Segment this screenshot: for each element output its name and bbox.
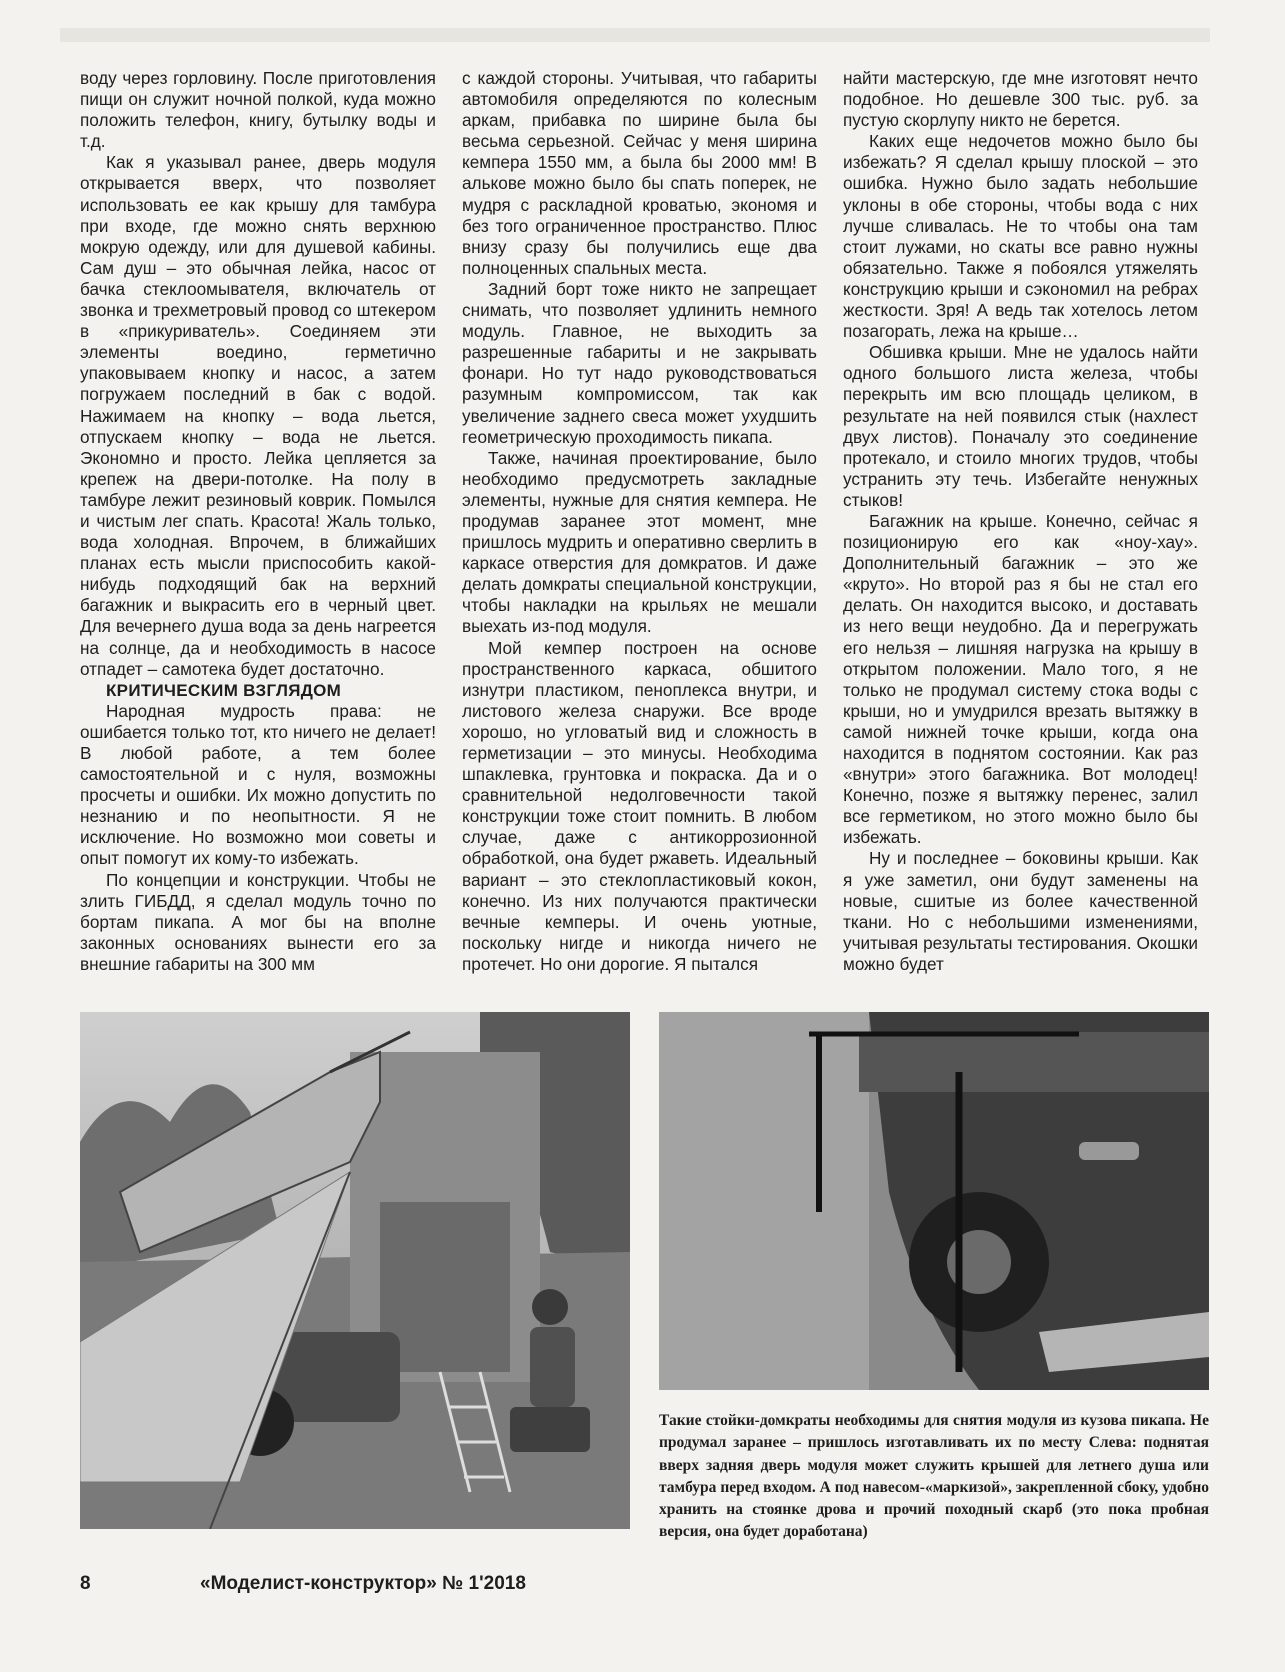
camper-awning-photo — [80, 1012, 630, 1529]
paragraph: Как я указывал ранее, дверь модуля открывается вверх, что позволяет использовать ее как крышу для тамбура при входе, где можно снять верхнюю мокрую одежду, или для душевой кабины. Сам душ – это обычная лейка, насос от бачка стеклоомывателя, включатель от звонка и трехметровый провод со штекером в «прикуриватель». Соединяем эти элементы воедино, герметично упаковываем кнопку и насос, а затем погружаем последний в бак с водой. Нажимаем на кнопку – вода льется, отпускаем кнопку – вода не льется. Экономно и просто. Лейка цепляется за крепеж на двери-потолке. На полу в тамбуре лежит резиновый коврик. Помылся и чистым лег спать. Красота! Жаль только, вода холодная. Впрочем, в ближайших планах есть мысли приспособить какой-нибудь подходящий бак на верхний багажник и выкрасить его в черный цвет. Для вечернего душа вода за день нагреется на солнце, да и необходимость в насосе отпадет – самотека будет достаточно. — [80, 152, 436, 679]
paragraph: Багажник на крыше. Конечно, сейчас я позиционирую его как «ноу-хау». Дополнительный багажник – это же «круто». Но второй раз я бы не стал его делать. Он находится высоко, и доставать из него вещи неудобно. Да и перегружать его нельзя – лишняя нагрузка на крышу в открытом положении. Мало того, я не только не продумал систему стока воды с крыши, но и умудрился врезать вытяжку в самой нижней точке крыши, когда она находится в поднятом состоянии. Как раз «внутри» этого багажника. Вот молодец! Конечно, позже я вытяжку перенес, залил все герметиком, но этого можно было бы избежать. — [843, 510, 1198, 848]
paragraph: Народная мудрость права: не ошибается только тот, кто ничего не делает! В любой работе, а тем более самостоятельной и с нуля, возможны просчеты и ошибки. Их можно допустить по незнанию и по неопытности. Я не исключение. Но возможно мои советы и опыт помогут их кому-то избежать. — [80, 700, 436, 869]
photo-caption: Такие стойки-домкраты необходимы для снятия модуля из кузова пикапа. Не продумал заранее – пришлось изготавливать их по месту Слева: поднятая вверх задняя дверь модуля может служить крышей для летнего душа или тамбура перед входом. А под навесом-«маркизой», закрепленной сбоку, удобно хранить на стоянке дрова и прочий походный скарб (это пока пробная версия, она будет доработана) — [659, 1412, 1209, 1541]
paragraph: Ну и последнее – боковины крыши. Как я уже заметил, они будут заменены на новые, сшитые из более качественной ткани. Но с небольшими изменениями, учитывая результаты тестирования. Окошки можно будет — [843, 848, 1198, 974]
jack-stands-photo — [659, 1012, 1209, 1390]
paragraph: с каждой стороны. Учитывая, что габариты автомобиля определяются по колесным аркам, прибавка по ширине была бы весьма серьезной. Сейчас у меня ширина кемпера 1550 мм, а была бы 2000 мм! В алькове можно было бы спать поперек, не мудря с раскладной кроватью, экономя и без того ограниченное пространство. Плюс внизу сразу бы получились еще два полноценных спальных места. — [462, 68, 817, 278]
paragraph: По концепции и конструкции. Чтобы не злить ГИБДД, я сделал модуль точно по бортам пикапа. А мог бы на вполне законных основаниях вынести его за внешние габариты на 300 мм — [80, 869, 436, 974]
top-scan-band — [60, 28, 1210, 42]
paragraph: Каких еще недочетов можно было бы избежать? Я сделал крышу плоской – это ошибка. Нужно было задать небольшие уклоны в обе стороны, чтобы вода с них лучше сливалась. Не то чтобы она там стоит лужами, но скаты все равно нужны обязательно. Также я побоялся утяжелять конструкцию крыши и сэкономил на ребрах жесткости. Зря! А ведь так хотелось летом позагорать, лежа на крыше… — [843, 131, 1198, 342]
paragraph: найти мастерскую, где мне изготовят нечто подобное. Но дешевле 300 тыс. руб. за пустую скорлупу никто не берется. — [843, 68, 1198, 131]
paragraph: Задний борт тоже никто не запрещает снимать, что позволяет удлинить немного модуль. Главное, не выходить за разрешенные габариты и не закрывать фонари. Но тут надо руководствоваться разумным компромиссом, так как увеличение заднего свеса может ухудшить геометрическую проходимость пикапа. — [462, 278, 817, 447]
paragraph: Также, начиная проектирование, было необходимо предусмотреть закладные элементы, нужные для снятия кемпера. Не продумав заранее этот момент, мне пришлось мудрить и оперативно сверлить в каркасе отверстия для домкратов. И даже делать домкраты специальной конструкции, чтобы накладки на крыльях не мешали выехать из-под модуля. — [462, 447, 817, 637]
text-column-3 — [843, 68, 1198, 975]
magazine-issue: «Моделист-конструктор» № 1'2018 — [200, 1573, 526, 1594]
text-column-2 — [462, 68, 817, 975]
paragraph: Обшивка крыши. Мне не удалось найти одного большого листа железа, чтобы перекрыть им всю площадь целиком, в результате на ней появился стык (нахлест двух листов). Поначалу это соединение протекало, и стоило многих трудов, чтобы устранить эту течь. Избегайте ненужных стыков! — [843, 342, 1198, 510]
jack-photo-illustration — [659, 1012, 1209, 1390]
page-number: 8 — [80, 1573, 91, 1594]
text-column-1 — [80, 68, 436, 975]
paragraph: Мой кемпер построен на основе пространственного каркаса, обшитого изнутри пластиком, пеноплекса внутри, и листового железа снаружи. Все вроде хорошо, но угловатый вид и сложность в герметизации – это минусы. Необходима шпаклевка, грунтовка и покраска. Да и о сравнительной недолговечности такой конструкции тоже стоит помнить. В любом случае, даже с антикоррозионной обработкой, она будет ржаветь. Идеальный вариант – это стеклопластиковый кокон, конечно. Из них получаются практически вечные кемперы. И очень уютные, поскольку нигде и никогда ничего не протечет. Но они дорогие. Я пытался — [462, 637, 817, 974]
section-heading: КРИТИЧЕСКИМ ВЗГЛЯДОМ — [106, 680, 342, 700]
paragraph: воду через горловину. После приготовления пищи он служит ночной полкой, куда можно положить телефон, книгу, бутылку воды и т.д. — [80, 68, 436, 152]
camper-photo-illustration — [80, 1012, 630, 1529]
